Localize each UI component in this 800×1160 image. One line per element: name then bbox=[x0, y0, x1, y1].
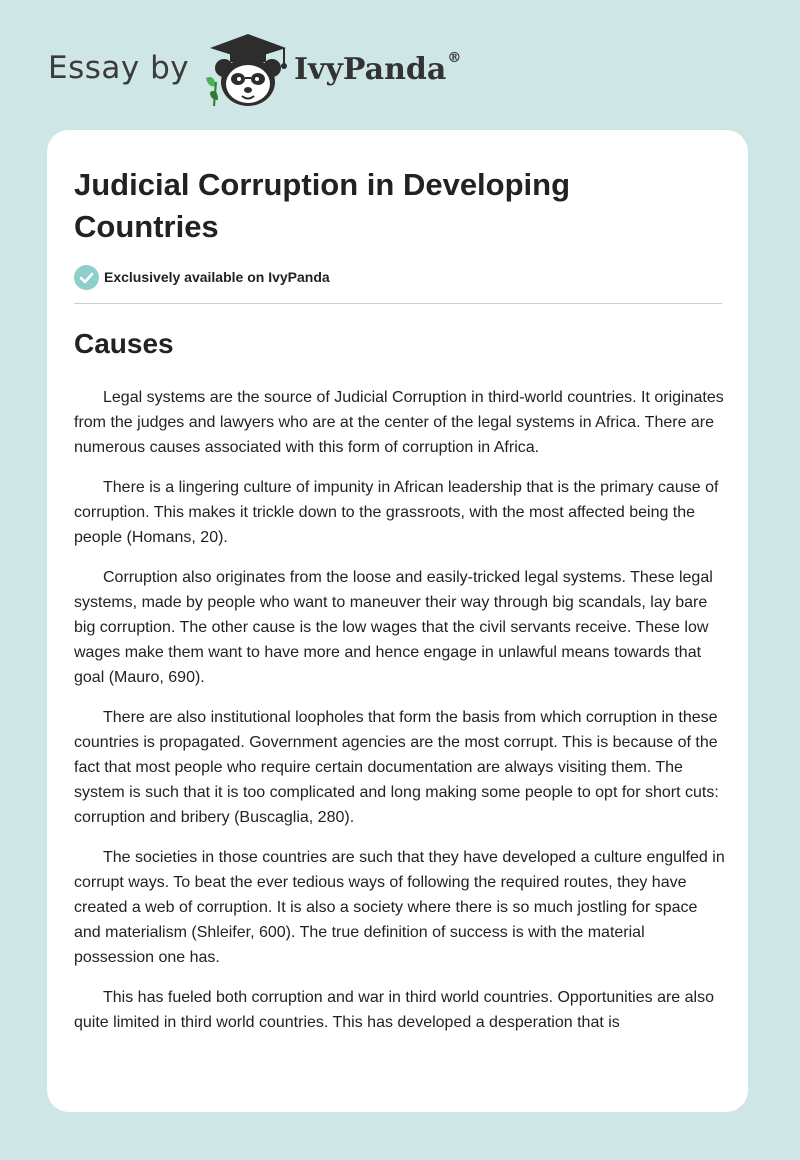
exclusive-badge bbox=[74, 264, 330, 290]
page-title: Judicial Corruption in Developing Countries bbox=[74, 167, 571, 244]
paragraph: The societies in those countries are such that they have developed a culture engulfed in corrupt ways. To beat the ever tedious ways of following the required routes, they have created a web of corruption. It is also a society where there is so much jostling for space and materialism (Shleifer, 600). The true definition of success is with the material possession one has. bbox=[74, 849, 725, 966]
exclusive-badge-text: Exclusively available on IvyPanda bbox=[104, 269, 330, 285]
brand-name-text: IvyPanda bbox=[294, 52, 447, 87]
paragraph: Corruption also originates from the loose and easily-tricked legal systems. These legal systems, made by people who want to maneuver their way through big scandals, lay bare big corruption. The other cause is the low wages that the civil servants receive. These low wages make them want to have more and hence engage in unlawful means towards that goal (Mauro, 690). bbox=[74, 569, 713, 686]
brand-prefix: Essay by bbox=[48, 50, 190, 86]
brand-name[interactable] bbox=[294, 52, 461, 87]
paragraph: There are also institutional loopholes that form the basis from which corruption in these countries is propagated. Government agencies are the most corrupt. This is because of the fact that most people who require certain documentation are always visiting them. The system is such that it is too complicated and long making some people to opt for short cuts: corruption and bribery (Buscaglia, 280). bbox=[74, 709, 719, 826]
paragraph: There is a lingering culture of impunity in African leadership that is the primary cause of corruption. This makes it trickle down to the grassroots, with the most affected being the people (Homans, 20). bbox=[74, 479, 719, 546]
divider bbox=[74, 303, 722, 304]
panda-graduate-logo-icon[interactable] bbox=[200, 30, 296, 110]
essay-body bbox=[74, 385, 726, 1050]
paragraph: This has fueled both corruption and war in third world countries. Opportunities are also quite limited in third world countries. This has developed a desperation that is bbox=[74, 989, 714, 1031]
section-heading-causes: Causes bbox=[74, 328, 174, 359]
paragraph: Legal systems are the source of Judicial Corruption in third-world countries. It originates from the judges and lawyers who are at the center of the legal systems in Africa. There are numerous causes associated with this form of corruption in Africa. bbox=[74, 389, 724, 456]
check-circle-icon bbox=[74, 265, 99, 290]
essay-card bbox=[47, 130, 748, 1112]
registered-mark: ® bbox=[447, 50, 462, 66]
site-header bbox=[48, 30, 748, 114]
